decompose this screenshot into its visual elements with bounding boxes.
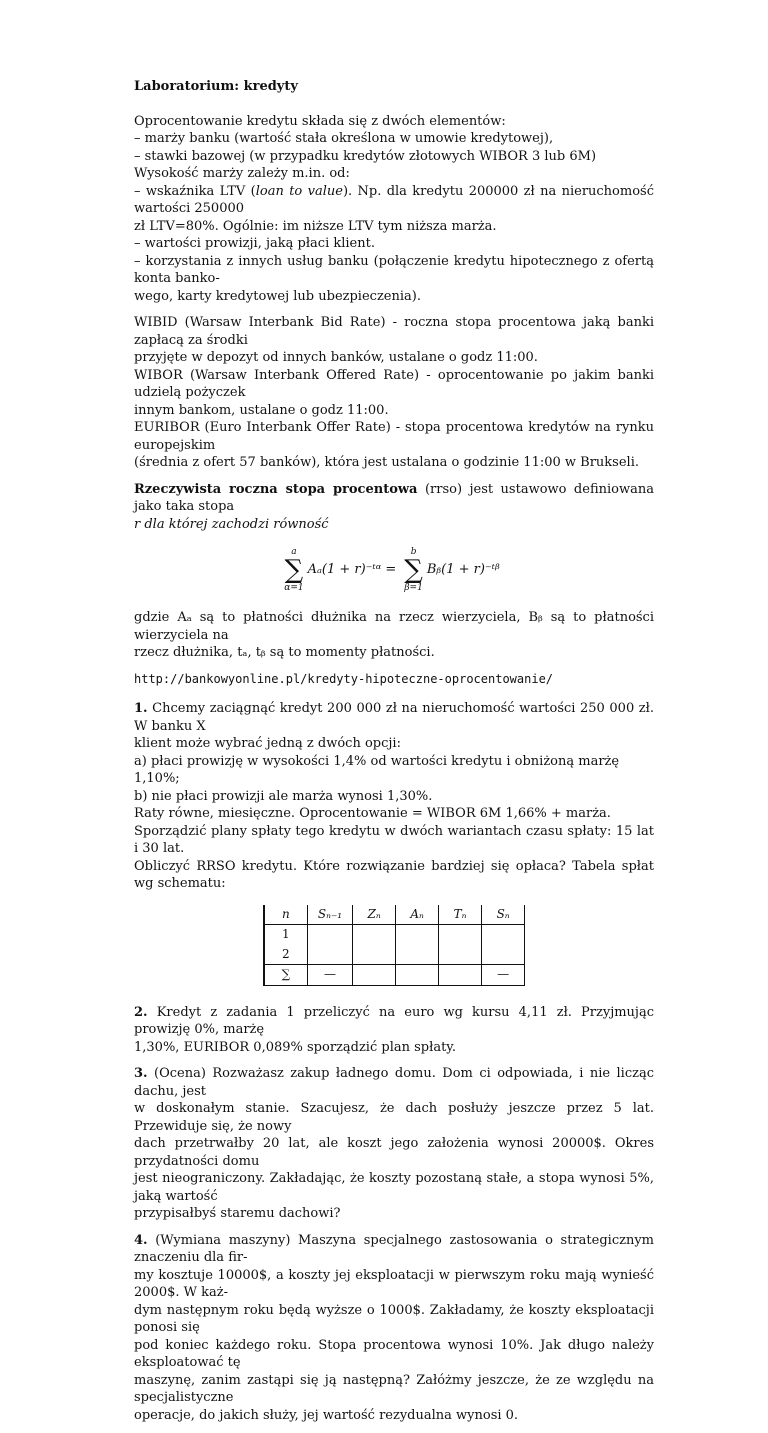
intro-line: – stawki bazowej (w przypadku kredytów złotowych WIBOR 3 lub 6M) — [134, 148, 597, 164]
intro-line: zł LTV=80%. Ogólnie: im niższe LTV tym niższa marża. — [134, 218, 497, 234]
task-line: Sporządzić plany spłaty tego kredytu w dwóch wariantach czasu spłaty: 15 lat i 30 lat. — [134, 823, 654, 856]
sum-lower-limit: α=1 — [284, 583, 304, 593]
ltv-term: loan to value — [255, 183, 343, 199]
table-sum-row — [264, 965, 525, 986]
rrso-formula — [134, 535, 654, 605]
table-row — [264, 945, 525, 965]
table-cell — [482, 925, 525, 945]
wibor-line: innym bankom, ustalane o godz 11:00. — [134, 402, 389, 418]
sum-symbol — [404, 547, 423, 593]
sum-upper-limit: a — [291, 547, 297, 557]
table-cell — [439, 925, 482, 945]
text: (Wymiana maszyny) Maszyna specjalnego zastosowania o strategicznym znaczeniu dla fir- — [134, 1232, 654, 1265]
intro-line: – korzystania z innych usług banku (połączenie kredytu hipotecznego z ofertą konta banko- — [134, 253, 654, 286]
rrso-line: r dla której zachodzi równość — [134, 516, 329, 532]
formula-lhs-term: Aₐ(1 + r)⁻ᵗᵅ = — [307, 562, 397, 578]
document-page — [134, 78, 654, 1433]
intro-line: – marży banku (wartość stała określona w umowie kredytowej), — [134, 131, 554, 146]
euribor-line: EURIBOR (Euro Interbank Offer Rate) - stopa procentowa kredytów na rynku europejskim — [134, 420, 654, 453]
sigma-icon: ∑ — [404, 555, 423, 585]
task-line: 1,30%, EURIBOR 0,089% sporządzić plan spłaty. — [134, 1039, 457, 1055]
table-header-cell: Zₙ — [353, 905, 396, 925]
sum-symbol — [284, 547, 303, 593]
table-cell — [482, 945, 525, 965]
sum-cell — [396, 965, 439, 986]
text: (Ocena) Rozważasz zakup ładnego domu. Dom ci odpowiada, i nie licząc dachu, jest — [134, 1066, 654, 1099]
table-cell: 2 — [264, 945, 308, 965]
text: – wskaźnika LTV ( — [134, 183, 256, 199]
task-line — [134, 1065, 654, 1100]
task-line: pod koniec każdego roku. Stopa procentowa wynosi 10%. Jak długo należy eksploatować tę — [134, 1337, 654, 1370]
text: Chcemy zaciągnąć kredyt 200 000 zł na nieruchomość wartości 250 000 zł. W banku X — [134, 701, 654, 734]
task-line — [134, 1232, 654, 1267]
table-cell — [353, 945, 396, 965]
table-cell — [439, 945, 482, 965]
repayment-schedule-table — [263, 905, 525, 986]
task-line: operacje, do jakich służy, jej wartość rezydualna wynosi 0. — [134, 1407, 519, 1423]
task-line: dym następnym roku będą wyższe o 1000$. Zakładamy, że koszty eksploatacji ponosi się — [134, 1302, 654, 1335]
sum-upper-limit: b — [410, 547, 417, 557]
intro-line: Wysokość marży zależy m.in. od: — [134, 166, 350, 181]
formula-explanation — [134, 609, 654, 662]
task-line: my kosztuje 10000$, a koszty jej eksploatacji w pierwszym roku mają wynieść 2000$. W każ- — [134, 1267, 654, 1300]
task-line: jest nieograniczony. Zakładając, że koszty pozostaną stałe, a stopa wynosi 5%, jaką wartość — [134, 1171, 654, 1204]
table-header-cell: Sₙ₋₁ — [307, 905, 352, 925]
table-header-cell: n — [264, 905, 308, 925]
page-title: Laboratorium: kredyty — [134, 79, 298, 94]
wibid-line: przyjęte w depozyt od innych banków, ustalane o godz 11:00. — [134, 350, 538, 365]
sum-cell: ∑ — [264, 965, 308, 986]
sum-cell — [439, 965, 482, 986]
text: Kredyt z zadania 1 przeliczyć na euro wg kursu 4,11 zł. Przyjmując prowizję 0%, marżę — [134, 1004, 654, 1037]
sum-cell: — — [482, 965, 525, 986]
rrso-line — [134, 481, 654, 516]
task-line: maszynę, zanim zastąpi się ją następną? Załóżmy jeszcze, że ze względu na specjalistyczne — [134, 1372, 654, 1405]
euribor-line: (średnia z ofert 57 banków), która jest ustalana o godzinie 11:00 w Brukseli. — [134, 455, 639, 470]
task-line: przypisałbyś staremu dachowi? — [134, 1206, 341, 1221]
task-line: Obliczyć RRSO kredytu. Które rozwiązanie bardziej się opłaca? Tabela spłat wg schematu: — [134, 858, 654, 891]
task-line: b) nie płaci prowizji ale marża wynosi 1,30%. — [134, 788, 433, 804]
task-line — [134, 700, 654, 735]
rrso-paragraph — [134, 481, 654, 534]
table-cell — [353, 925, 396, 945]
rates-paragraph — [134, 314, 654, 472]
table-cell — [396, 925, 439, 945]
table-header-cell: Aₙ — [396, 905, 439, 925]
intro-line: wego, karty kredytowej lub ubezpieczenia). — [134, 288, 421, 304]
formula-rhs-term: Bᵦ(1 + r)⁻ᵗᵝ — [426, 562, 500, 578]
explanation-line: gdzie Aₐ są to płatności dłużnika na rzecz wierzyciela, Bᵦ są to płatności wierzyciela na — [134, 610, 654, 643]
intro-paragraph — [134, 113, 654, 306]
table-row — [264, 925, 525, 945]
task-line: dach przetrwałby 20 lat, ale koszt jego założenia wynosi 20000$. Okres przydatności domu — [134, 1136, 654, 1169]
task-number: 4. — [134, 1232, 148, 1248]
task-line: a) płaci prowizję w wysokości 1,4% od wartości kredytu i obniżoną marżę 1,10%; — [134, 753, 620, 786]
intro-line: – wartości prowizji, jaką płaci klient. — [134, 236, 375, 251]
table-cell — [307, 945, 352, 965]
reference-link[interactable]: http://bankowyonline.pl/kredyty-hipoteczne-oprocentowanie/ — [134, 671, 554, 686]
wibid-line: WIBID (Warsaw Interbank Bid Rate) - roczna stopa procentowa jaką banki zapłacą za środki — [134, 315, 654, 348]
task-number: 2. — [134, 1004, 148, 1020]
sum-lower-limit: β=1 — [404, 583, 423, 593]
task-1 — [134, 700, 654, 893]
task-number: 3. — [134, 1066, 148, 1081]
table-cell — [396, 945, 439, 965]
rrso-term: Rzeczywista roczna stopa procentowa — [134, 481, 418, 497]
task-4 — [134, 1232, 654, 1425]
sum-cell — [353, 965, 396, 986]
sigma-icon: ∑ — [284, 555, 304, 585]
task-line — [134, 1004, 654, 1039]
table-header-row — [264, 905, 525, 925]
task-number: 1. — [134, 701, 148, 716]
task-line: klient może wybrać jedną z dwóch opcji: — [134, 736, 401, 751]
text: ). Np. dla kredytu 200000 zł na nieruchomość wartości 250000 — [134, 183, 654, 216]
explanation-line: rzecz dłużnika, tₐ, tᵦ są to momenty płatności. — [134, 645, 435, 660]
table-cell: 1 — [264, 925, 308, 945]
task-3 — [134, 1065, 654, 1223]
intro-line-ltv — [134, 183, 654, 218]
table-cell — [307, 925, 352, 945]
task-line: w doskonałym stanie. Szacujesz, że dach posłuży jeszcze przez 5 lat. Przewiduje się, że nowy — [134, 1101, 654, 1134]
text: (rrso) jest ustawowo definiowana jako taka stopa — [134, 481, 654, 514]
sum-cell: — — [307, 965, 352, 986]
intro-line: Oprocentowanie kredytu składa się z dwóch elementów: — [134, 113, 506, 129]
task-2 — [134, 1004, 654, 1057]
task-line: Raty równe, miesięczne. Oprocentowanie = WIBOR 6M 1,66% + marża. — [134, 806, 611, 821]
wibor-line: WIBOR (Warsaw Interbank Offered Rate) - oprocentowanie po jakim banki udzielą pożyczek — [134, 367, 654, 400]
table-header-cell: Tₙ — [439, 905, 482, 925]
table-header-cell: Sₙ — [482, 905, 525, 925]
